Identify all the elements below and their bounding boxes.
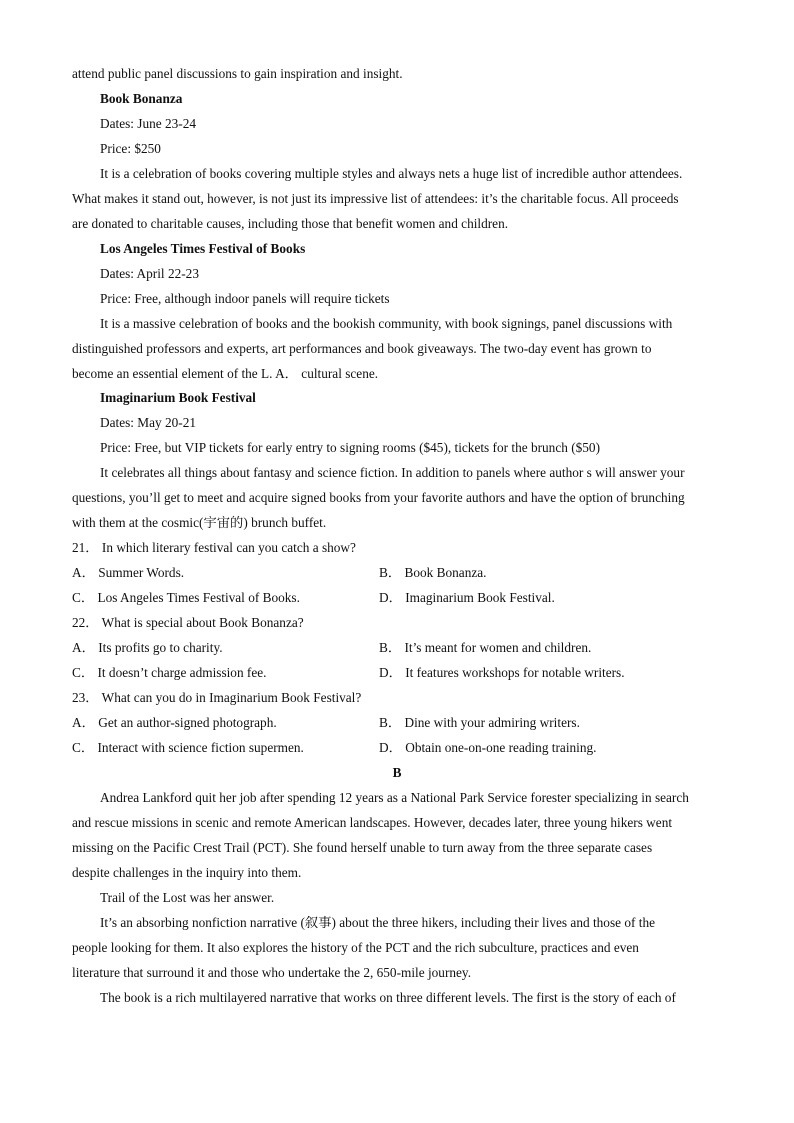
- festival-desc-line: are donated to charitable causes, including those that benefit women and children.: [72, 216, 509, 231]
- passage-line: Trail of the Lost was her answer.: [100, 890, 275, 905]
- option-b: B． Dine with your admiring writers.: [379, 715, 580, 730]
- festival-price: Price: Free, although indoor panels will require tickets: [100, 291, 390, 306]
- intro-tail-line: attend public panel discussions to gain inspiration and insight.: [72, 66, 403, 81]
- question-stem: 21． In which literary festival can you catch a show?: [72, 540, 356, 555]
- option-d: D． Imaginarium Book Festival.: [379, 590, 555, 605]
- festival-name: Los Angeles Times Festival of Books: [100, 241, 306, 256]
- festival-price: Price: Free, but VIP tickets for early entry to signing rooms ($45), tickets for the brunch ($50): [100, 440, 600, 455]
- option-a: A． Its profits go to charity.: [72, 640, 223, 655]
- option-b: B． Book Bonanza.: [379, 565, 487, 580]
- passage-line: Andrea Lankford quit her job after spending 12 years as a National Park Service forester specializing in search: [100, 790, 689, 805]
- option-c: C． Interact with science fiction supermen.: [72, 740, 304, 755]
- option-c: C． Los Angeles Times Festival of Books.: [72, 590, 300, 605]
- option-a: A． Get an author-signed photograph.: [72, 715, 277, 730]
- festival-dates: Dates: May 20-21: [100, 415, 197, 430]
- festival-desc-line: It celebrates all things about fantasy and science fiction. In addition to panels where author s will answer your: [100, 465, 685, 480]
- festival-desc-line: with them at the cosmic(宇宙的) brunch buffet.: [72, 515, 327, 530]
- section-b-heading: B: [392, 765, 402, 780]
- festival-desc-line: questions, you’ll get to meet and acquire signed books from your favorite authors and have the option of brunching: [72, 490, 685, 505]
- festival-desc-line: It is a massive celebration of books and the bookish community, with book signings, panel discussions with: [100, 316, 673, 331]
- passage-line: and rescue missions in scenic and remote American landscapes. However, decades later, three young hikers went: [72, 815, 673, 830]
- passage-line: despite challenges in the inquiry into them.: [72, 865, 302, 880]
- festival-dates: Dates: June 23-24: [100, 116, 197, 131]
- passage-line: The book is a rich multilayered narrative that works on three different levels. The first is the story of each of: [100, 990, 676, 1005]
- option-c: C． It doesn’t charge admission fee.: [72, 665, 267, 680]
- passage-line: people looking for them. It also explores the history of the PCT and the rich subculture, practices and even: [72, 940, 639, 955]
- festival-name: Book Bonanza: [100, 91, 183, 106]
- option-d: D． Obtain one-on-one reading training.: [379, 740, 597, 755]
- option-b: B． It’s meant for women and children.: [379, 640, 592, 655]
- question-stem: 23． What can you do in Imaginarium Book Festival?: [72, 690, 362, 705]
- question-stem: 22． What is special about Book Bonanza?: [72, 615, 304, 630]
- option-a: A． Summer Words.: [72, 565, 185, 580]
- festival-desc-line: What makes it stand out, however, is not just its impressive list of attendees: it’s the charitable focus. All proceeds: [72, 191, 679, 206]
- passage-line: literature that surround it and those who undertake the 2, 650-mile journey.: [72, 965, 472, 980]
- festival-price: Price: $250: [100, 141, 161, 156]
- passage-line: It’s an absorbing nonfiction narrative (叙事) about the three hikers, including their lives and those of the: [100, 915, 655, 930]
- festival-dates: Dates: April 22-23: [100, 266, 199, 281]
- option-d: D． It features workshops for notable writers.: [379, 665, 625, 680]
- festival-desc-line: become an essential element of the L. A． cultural scene.: [72, 366, 379, 381]
- festival-desc-line: It is a celebration of books covering multiple styles and always nets a huge list of incredible author attendees.: [100, 166, 683, 181]
- passage-line: missing on the Pacific Crest Trail (PCT). She found herself unable to turn away from the three separate cases: [72, 840, 653, 855]
- festival-name: Imaginarium Book Festival: [100, 390, 256, 405]
- festival-desc-line: distinguished professors and experts, art performances and book giveaways. The two-day event has grown to: [72, 341, 652, 356]
